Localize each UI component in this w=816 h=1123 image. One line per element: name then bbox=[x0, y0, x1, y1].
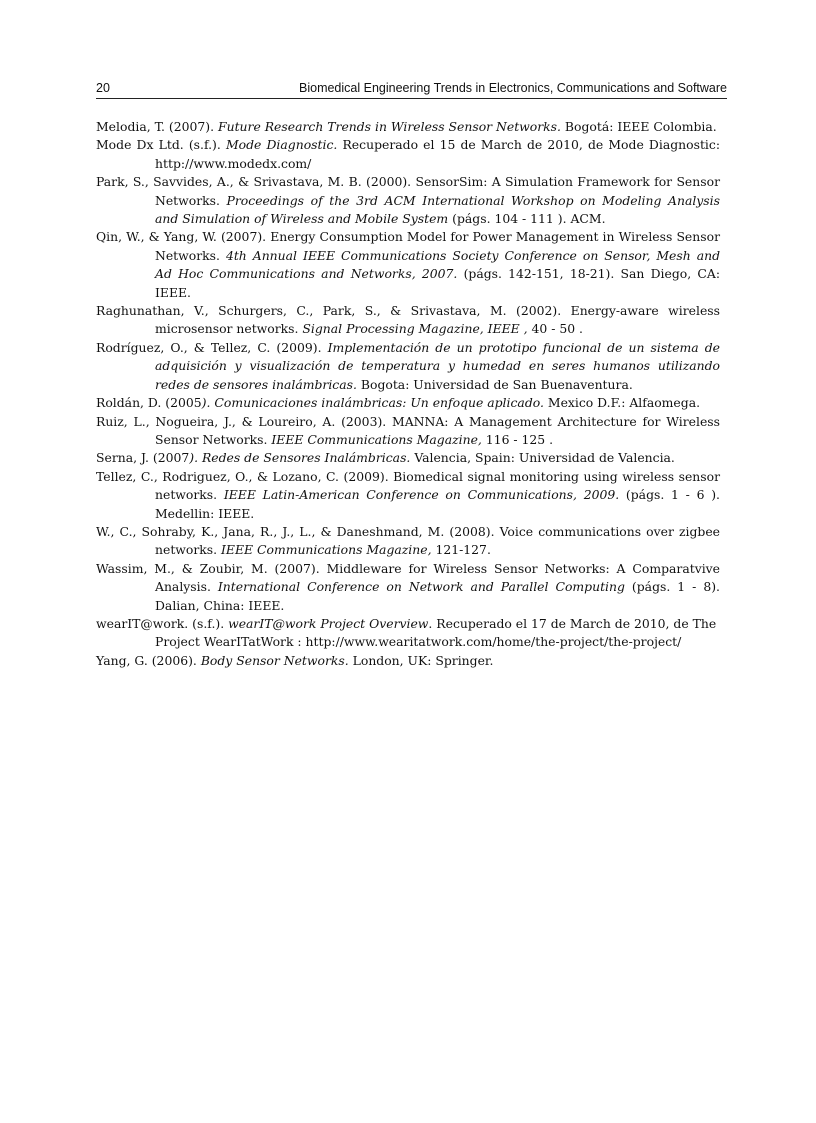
reference-list bbox=[96, 118, 720, 670]
reference-entry: Rodríguez, O., & Tellez, C. (2009). Implementación de un prototipo funcional de un sistema de adquisición y visualización de temperatura y humedad en seres humanos utilizando redes de sensores inalámbricas. Bogota: Universidad de San Buenaventura. bbox=[96, 339, 721, 392]
running-title: Biomedical Engineering Trends in Electronics, Communications and Software bbox=[299, 81, 727, 95]
reference-entry: Qin, W., & Yang, W. (2007). Energy Consumption Model for Power Management in Wireless Sensor Networks. 4th Annual IEEE Communications Society Conference on Sensor, Mesh and Ad Hoc Communications and Networks, 2007. (págs. 142-151, 18-21). San Diego, CA: IEEE. bbox=[96, 229, 721, 300]
page-number: 20 bbox=[96, 81, 110, 95]
reference-entry: Tellez, C., Rodriguez, O., & Lozano, C. (2009). Biomedical signal monitoring using wireless sensor networks. IEEE Latin-American Conference on Communications, 2009. (págs. 1 - 6 ). Medellin: IEEE. bbox=[96, 468, 720, 521]
reference-entry: Yang, G. (2006). Body Sensor Networks. London, UK: Springer. bbox=[96, 652, 494, 668]
reference-entry: Serna, J. (2007). Redes de Sensores Inalámbricas. Valencia, Spain: Universidad de Valencia. bbox=[96, 450, 675, 466]
page-header bbox=[96, 80, 727, 99]
reference-entry: Ruiz, L., Nogueira, J., & Loureiro, A. (2003). MANNA: A Management Architecture for Wireless Sensor Networks. IEEE Communications Magazine, 116 - 125 . bbox=[96, 413, 720, 447]
reference-entry: Melodia, T. (2007). Future Research Trends in Wireless Sensor Networks. Bogotá: IEEE Colombia. bbox=[96, 119, 717, 134]
reference-entry: Mode Dx Ltd. (s.f.). Mode Diagnostic. Recuperado el 15 de March de 2010, de Mode Diagnostic: http://www.modedx.com/ bbox=[96, 137, 720, 171]
reference-entry: Wassim, M., & Zoubir, M. (2007). Middleware for Wireless Sensor Networks: A Comparatvive Analysis. International Conference on Network and Parallel Computing (págs. 1 - 8). Dalian, China: IEEE. bbox=[96, 560, 720, 613]
reference-entry: Raghunathan, V., Schurgers, C., Park, S., & Srivastava, M. (2002). Energy-aware wireless microsensor networks. Signal Processing Magazine, IEEE , 40 - 50 . bbox=[96, 303, 720, 337]
reference-entry: W., C., Sohraby, K., Jana, R., J., L., & Daneshmand, M. (2008). Voice communications over zigbee networks. IEEE Communications Magazine, 121-127. bbox=[96, 523, 720, 558]
reference-entry: Roldán, D. (2005). Comunicaciones inalámbricas: Un enfoque aplicado. Mexico D.F.: Alfaomega. bbox=[96, 395, 701, 411]
reference-entry: wearIT@work. (s.f.). wearIT@work Project Overview. Recuperado el 17 de March de 2010, de The Project WearITatWork : http://www.wearitatwork.com/home/the-project/the-project/ bbox=[96, 615, 717, 650]
reference-entry: Park, S., Savvides, A., & Srivastava, M. B. (2000). SensorSim: A Simulation Framework for Sensor Networks. Proceedings of the 3rd ACM International Workshop on Modeling Analysis and Simulation of Wireless and Mobile System (págs. 104 - 111 ). ACM. bbox=[96, 174, 720, 227]
